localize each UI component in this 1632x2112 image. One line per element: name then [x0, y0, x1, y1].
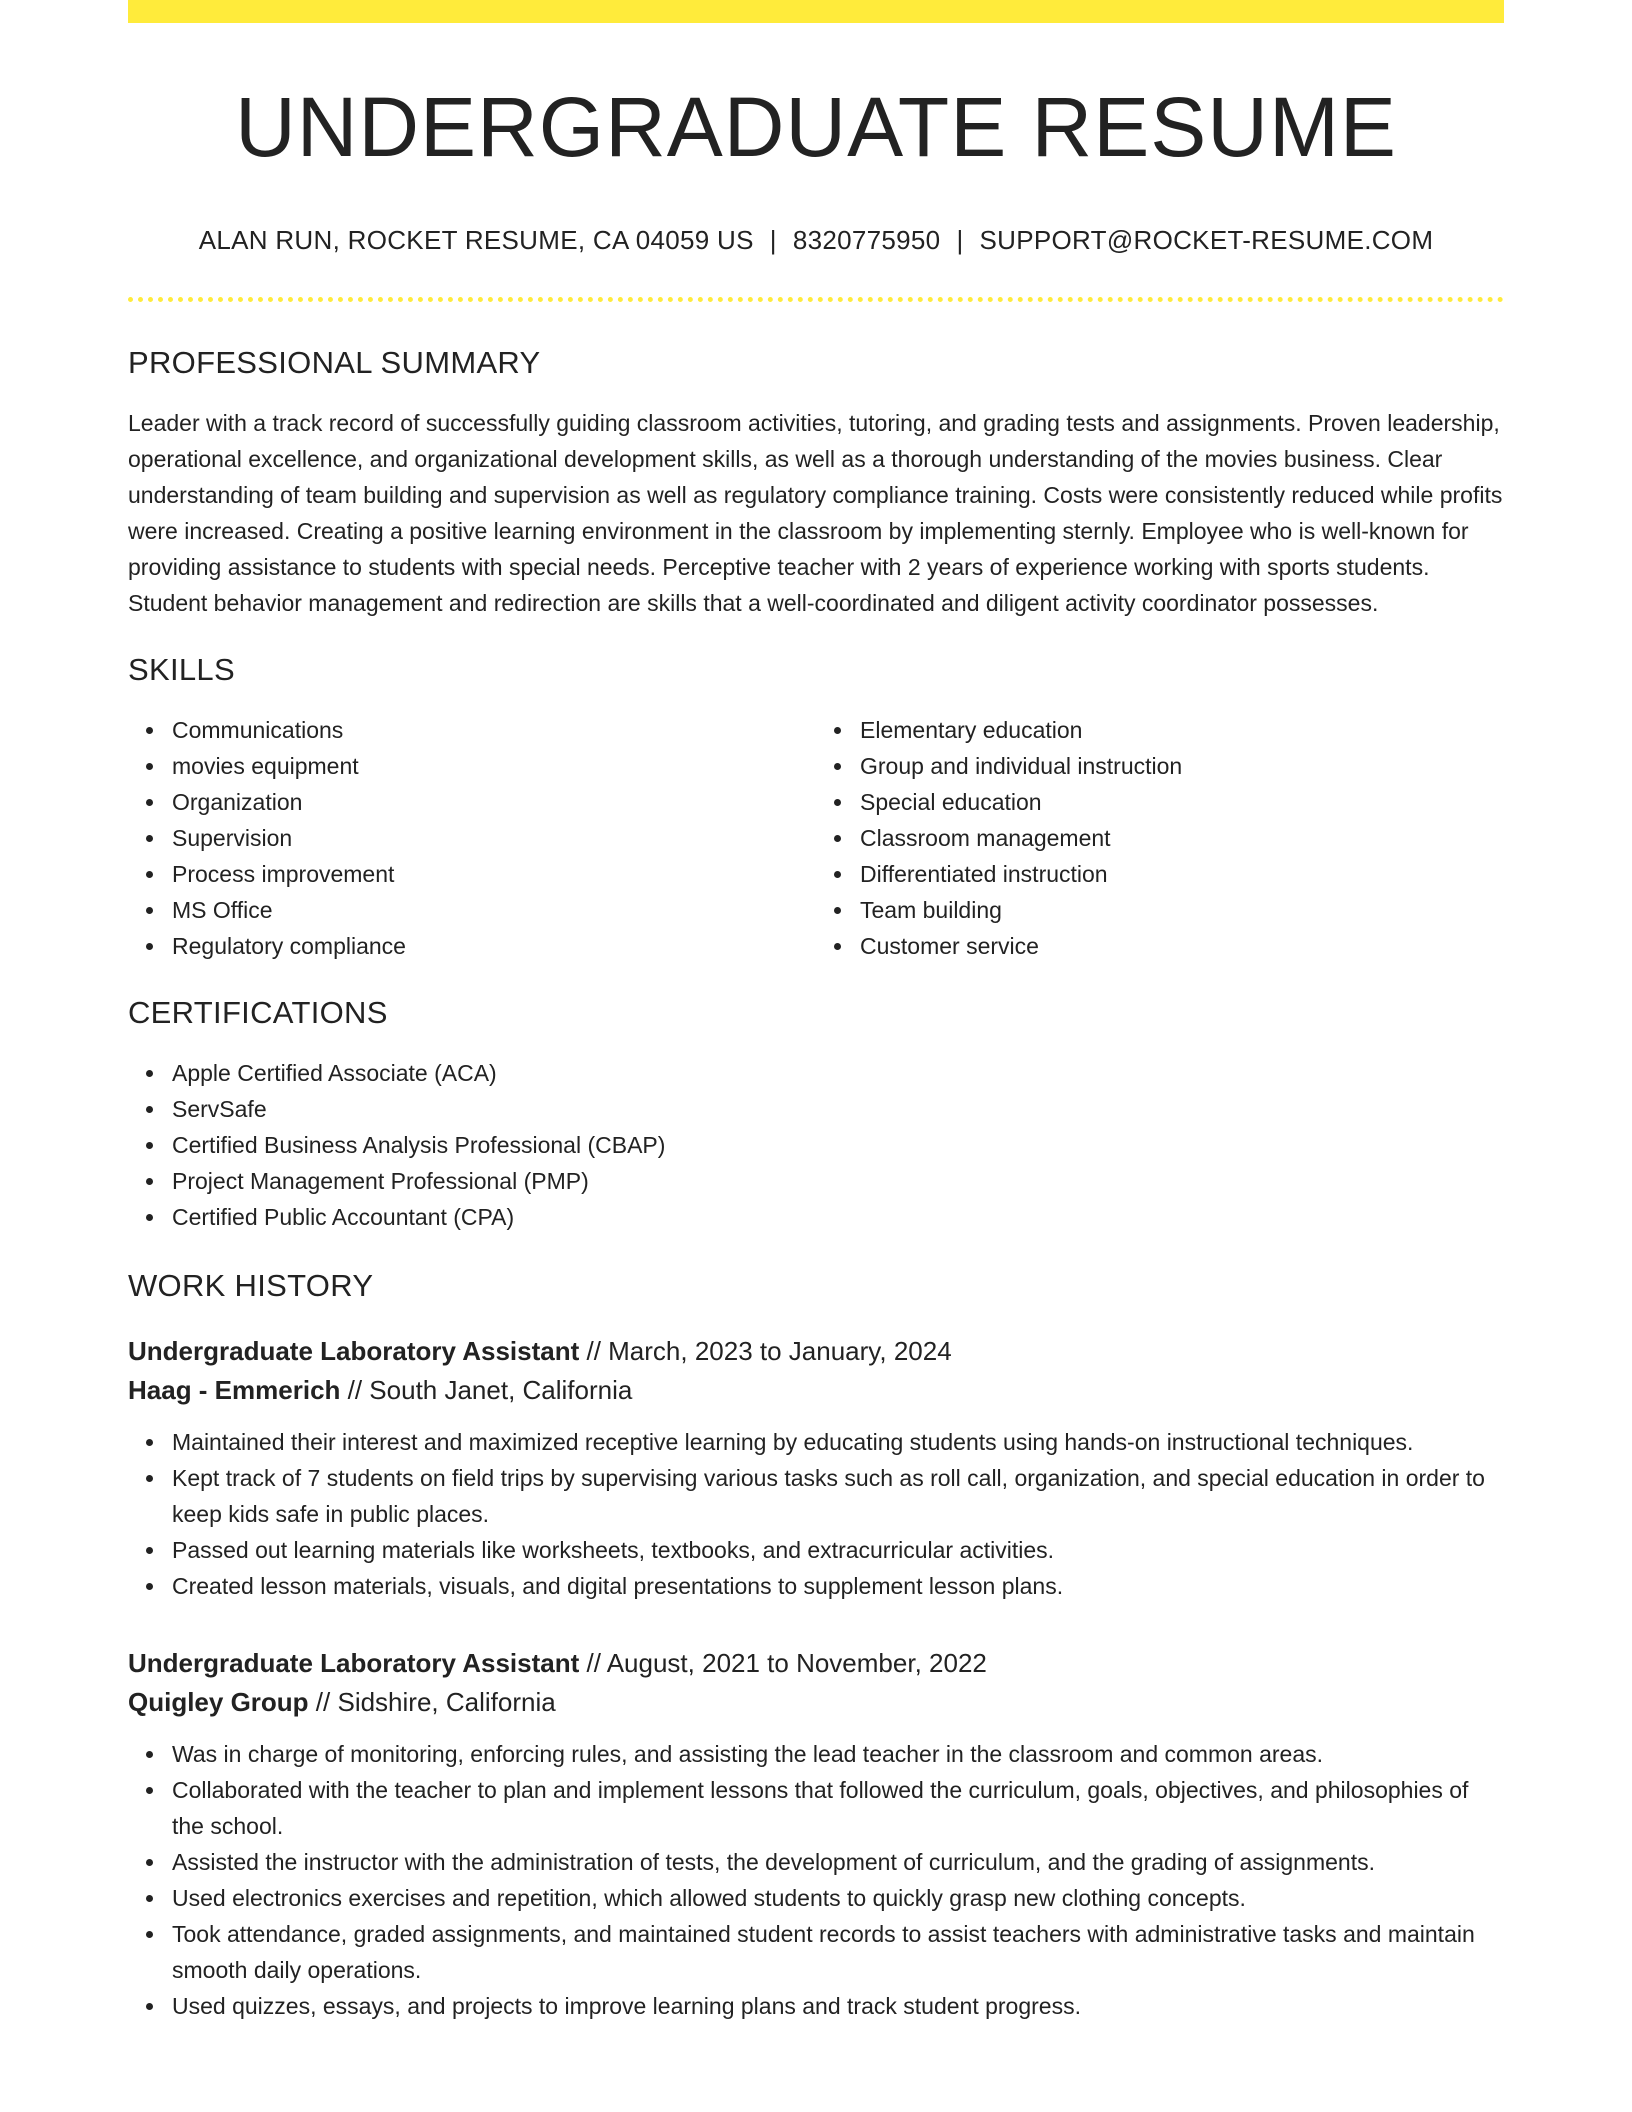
- job-title: Undergraduate Laboratory Assistant: [128, 1648, 580, 1679]
- certification-item: Project Management Professional (PMP): [172, 1163, 1504, 1199]
- skills-list-right: [816, 712, 1504, 964]
- skills-heading: SKILLS: [128, 651, 235, 687]
- job-entry: [128, 1644, 1504, 2024]
- job-bullets: [128, 1736, 1504, 2024]
- skill-item: Differentiated instruction: [860, 856, 1504, 892]
- certifications-heading: CERTIFICATIONS: [128, 994, 388, 1030]
- job-bullet: Kept track of 7 students on field trips by supervising various tasks such as roll call, organization, and special education in order to keep kids safe in public places.: [172, 1460, 1504, 1532]
- contact-separator: |: [769, 225, 777, 256]
- resume-title: UNDERGRADUATE RESUME: [235, 80, 1397, 174]
- top-accent-bar: [128, 0, 1504, 23]
- job-bullet: Created lesson materials, visuals, and digital presentations to supplement lesson plans.: [172, 1568, 1504, 1604]
- job-bullet: Used electronics exercises and repetition, which allowed students to quickly grasp new clothing concepts.: [172, 1880, 1504, 1916]
- skills-list-left: [128, 712, 816, 964]
- skill-item: Classroom management: [860, 820, 1504, 856]
- job-bullet: Assisted the instructor with the administration of tests, the development of curriculum, and the grading of assignments.: [172, 1844, 1504, 1880]
- job-bullet: Took attendance, graded assignments, and maintained student records to assist teachers with administrative tasks and maintain smooth daily operations.: [172, 1916, 1504, 1988]
- contact-email: SUPPORT@ROCKET-RESUME.COM: [979, 225, 1434, 256]
- skill-item: Group and individual instruction: [860, 748, 1504, 784]
- job-company-line: [128, 1371, 1504, 1410]
- job-bullet: Was in charge of monitoring, enforcing rules, and assisting the lead teacher in the classroom and common areas.: [172, 1736, 1504, 1772]
- skill-item: movies equipment: [172, 748, 816, 784]
- job-title: Undergraduate Laboratory Assistant: [128, 1336, 580, 1367]
- job-entry: [128, 1332, 1504, 1604]
- job-dates: // August, 2021 to November, 2022: [579, 1648, 987, 1679]
- skill-item: Team building: [860, 892, 1504, 928]
- skill-item: Customer service: [860, 928, 1504, 964]
- job-bullet: Used quizzes, essays, and projects to improve learning plans and track student progress.: [172, 1988, 1504, 2024]
- skill-item: Regulatory compliance: [172, 928, 816, 964]
- contact-address: ALAN RUN, ROCKET RESUME, CA 04059 US: [198, 225, 754, 256]
- certification-item: Apple Certified Associate (ACA): [172, 1055, 1504, 1091]
- certifications-list: [128, 1055, 1504, 1235]
- contact-phone: 8320775950: [792, 225, 941, 256]
- job-company: Haag - Emmerich: [128, 1375, 341, 1406]
- job-bullet: Passed out learning materials like worksheets, textbooks, and extracurricular activities.: [172, 1532, 1504, 1568]
- job-company-line: [128, 1683, 1504, 1722]
- job-location: // Sidshire, California: [308, 1687, 556, 1718]
- job-bullet: Collaborated with the teacher to plan and implement lessons that followed the curriculum, goals, objectives, and philosophies of the school.: [172, 1772, 1504, 1844]
- certification-item: Certified Public Accountant (CPA): [172, 1199, 1504, 1235]
- skill-item: Supervision: [172, 820, 816, 856]
- skill-item: Organization: [172, 784, 816, 820]
- contact-line: [128, 225, 1504, 256]
- dotted-divider: [128, 297, 1504, 302]
- summary-heading: PROFESSIONAL SUMMARY: [128, 344, 541, 380]
- job-company: Quigley Group: [128, 1687, 309, 1718]
- skill-item: Elementary education: [860, 712, 1504, 748]
- work-history-heading: WORK HISTORY: [128, 1268, 374, 1304]
- skill-item: Special education: [860, 784, 1504, 820]
- skill-item: Process improvement: [172, 856, 816, 892]
- contact-separator: |: [956, 225, 964, 256]
- job-title-line: [128, 1332, 1504, 1371]
- job-title-line: [128, 1644, 1504, 1683]
- job-bullets: [128, 1424, 1504, 1604]
- summary-text: Leader with a track record of successfully guiding classroom activities, tutoring, and grading tests and assignments. Proven leadership, operational excellence, and organizational development skills, as well as a thorough understanding of the movies business. Clear understanding of team building and supervision as well as regulatory compliance training. Costs were consistently reduced while profits were increased. Creating a positive learning environment in the classroom by implementing sternly. Employee who is well-known for providing assistance to students with special needs. Perceptive teacher with 2 years of experience working with sports students. Student behavior management and redirection are skills that a well-coordinated and diligent activity coordinator possesses.: [128, 409, 1503, 616]
- certification-item: ServSafe: [172, 1091, 1504, 1127]
- job-location: // South Janet, California: [340, 1375, 633, 1406]
- resume-page: [128, 0, 1504, 2024]
- job-bullet: Maintained their interest and maximized receptive learning by educating students using hands-on instructional techniques.: [172, 1424, 1504, 1460]
- skill-item: MS Office: [172, 892, 816, 928]
- skill-item: Communications: [172, 712, 816, 748]
- job-dates: // March, 2023 to January, 2024: [579, 1336, 952, 1367]
- skills-columns: [128, 712, 1504, 964]
- certification-item: Certified Business Analysis Professional (CBAP): [172, 1127, 1504, 1163]
